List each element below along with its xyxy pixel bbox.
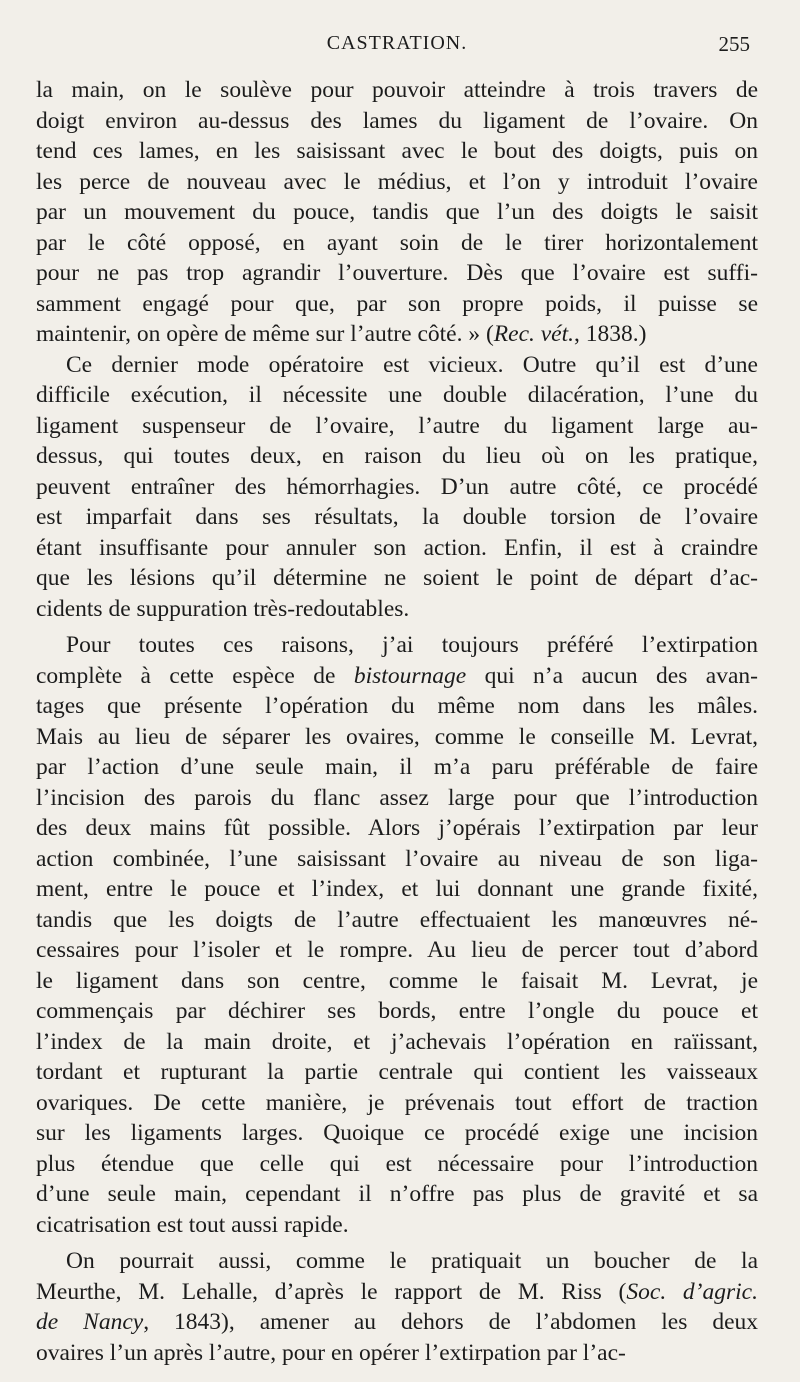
text-line (36, 594, 758, 625)
text-line (36, 630, 758, 661)
text-segment: par le côté opposé, en ayant soin de le tirer horizontalement (36, 229, 758, 256)
text-segment: plus étendue que celle qui est nécessaire pour l’introduction (36, 1150, 758, 1177)
text-line (36, 996, 758, 1027)
text-segment: qui n’a aucun des avan- (466, 662, 758, 689)
text-segment: sur les ligaments larges. Quoique ce procédé exige une incision (36, 1120, 758, 1146)
text-line (36, 106, 758, 137)
text-line (36, 722, 758, 753)
text-segment: par un mouvement du pouce, tandis que l’un des doigts le saisit (36, 199, 758, 225)
page-number: 255 (718, 32, 750, 56)
text-line (36, 935, 758, 966)
text-line (36, 563, 758, 594)
text-segment: la main, on le soulève pour pouvoir atteindre à trois travers de (36, 77, 758, 103)
text-segment: par l’action d’une seule main, il m’a paru préférable de faire (36, 754, 758, 780)
text-line (36, 1307, 758, 1338)
text-segment: est imparfait dans ses résultats, la double torsion de l’ovaire (36, 504, 758, 530)
text-segment: , 1838.) (574, 321, 647, 347)
text-line (36, 844, 758, 875)
text-line (36, 472, 758, 503)
text-segment: que les lésions qu’il détermine ne soient le point de départ d’ac- (36, 565, 758, 591)
text-line (36, 411, 758, 442)
text-segment: Mais au lieu de séparer les ovaires, comme le conseille M. Levrat, (36, 723, 758, 750)
text-segment: peuvent entraîner des hémorrhagies. D’un autre côté, ce procédé (36, 473, 758, 500)
text-segment: commençais par déchirer ses bords, entre l’ongle du pouce et (36, 998, 758, 1024)
italic-text: bistournage (353, 662, 467, 689)
text-line (36, 441, 758, 472)
text-segment: ovariques. De cette manière, je prévenais tout effort de traction (36, 1089, 758, 1116)
text-line (36, 1210, 758, 1241)
text-segment: pour ne pas trop agrandir l’ouverture. Dès que l’ovaire est suffi- (36, 260, 758, 286)
text-line (36, 874, 758, 905)
text-segment: l’index de la main droite, et j’achevais l’opération en raïissant, (36, 1028, 758, 1055)
text-line (36, 905, 758, 936)
text-line (36, 319, 758, 350)
text-line (36, 1338, 758, 1369)
text-line (36, 533, 758, 564)
text-segment: tandis que les doigts de l’autre effectuaient les manœuvres né- (36, 906, 758, 933)
text-segment: action combinée, l’une saisissant l’ovaire au niveau de son liga- (36, 845, 758, 872)
text-segment: l’incision des parois du flanc assez large pour que l’introduction (36, 784, 758, 811)
text-line (36, 350, 758, 381)
text-segment: Pour toutes ces raisons, j’ai toujours préféré l’extirpation (66, 632, 758, 658)
text-line (36, 1027, 758, 1058)
text-segment: dessus, qui toutes deux, en raison du lieu où on les pratique, (36, 443, 758, 469)
text-segment: maintenir, on opère de même sur l’autre côté. » ( (36, 321, 494, 347)
text-line (36, 1118, 758, 1149)
text-line (36, 258, 758, 289)
text-segment: étant insuffisante pour annuler son action. Enfin, il est à craindre (36, 534, 758, 561)
italic-text: Soc. d’agric. (626, 1278, 758, 1305)
text-segment: le ligament dans son centre, comme le faisait M. Levrat, je (36, 967, 758, 994)
text-line (36, 783, 758, 814)
text-segment: On pourrait aussi, comme le pratiquait un boucher de la (66, 1248, 758, 1274)
text-line (36, 75, 758, 106)
text-segment: ovaires l’un après l’autre, pour en opérer l’extirpation par l’ac- (36, 1339, 626, 1366)
text-line (36, 813, 758, 844)
text-line (36, 661, 758, 692)
italic-text: de Nancy (36, 1309, 144, 1335)
text-line (36, 1088, 758, 1119)
text-line (36, 167, 758, 198)
text-line (36, 691, 758, 722)
text-segment: tordant et rupturant la partie centrale qui contient les vaisseaux (36, 1059, 758, 1085)
text-line (36, 380, 758, 411)
text-segment: tend ces lames, en les saisissant avec le bout des doigts, puis on (36, 138, 758, 164)
text-segment: ligament suspenseur de l’ovaire, l’autre du ligament large au- (36, 412, 758, 439)
text-line (36, 197, 758, 228)
text-line (36, 289, 758, 320)
text-segment: samment engagé pour que, par son propre poids, il puisse se (36, 290, 758, 317)
text-segment: difficile exécution, il nécessite une double dilacération, l’une du (36, 382, 758, 408)
page-header (36, 30, 758, 60)
text-line (36, 966, 758, 997)
italic-text: Rec. vét. (493, 321, 575, 347)
text-segment: cessaires pour l’isoler et le rompre. Au lieu de percer tout d’abord (36, 937, 758, 963)
text-segment: des deux mains fût possible. Alors j’opérais l’extirpation par leur (36, 815, 758, 841)
text-segment: d’une seule main, cependant il n’offre pas plus de gravité et sa (36, 1181, 758, 1207)
text-segment: ment, entre le pouce et l’index, et lui donnant une grande fixité, (36, 876, 758, 902)
text-line (36, 1149, 758, 1180)
text-segment: , 1843), amener au dehors de l’abdomen les deux (143, 1309, 758, 1335)
text-line (36, 136, 758, 167)
text-segment: cicatrisation est tout aussi rapide. (36, 1211, 349, 1238)
text-segment: doigt environ au-dessus des lames du ligament de l’ovaire. On (36, 107, 758, 134)
text-segment: complète à cette espèce de (36, 662, 354, 689)
text-line (36, 1277, 758, 1308)
running-title: CASTRATION. (326, 32, 468, 54)
text-line (36, 1246, 758, 1277)
text-line (36, 752, 758, 783)
text-segment: Meurthe, M. Lehalle, d’après le rapport de M. Riss ( (36, 1278, 627, 1305)
text-segment: Ce dernier mode opératoire est vicieux. Outre qu’il est d’une (66, 351, 758, 378)
text-line (36, 1057, 758, 1088)
body-text (36, 75, 758, 1368)
text-line (36, 228, 758, 259)
text-line (36, 1179, 758, 1210)
text-segment: cidents de suppuration très-redoutables. (36, 595, 410, 622)
text-line (36, 502, 758, 533)
text-segment: tages que présente l’opération du même nom dans les mâles. (36, 693, 758, 719)
text-segment: les perce de nouveau avec le médius, et l’on y introduit l’ovaire (36, 168, 758, 195)
